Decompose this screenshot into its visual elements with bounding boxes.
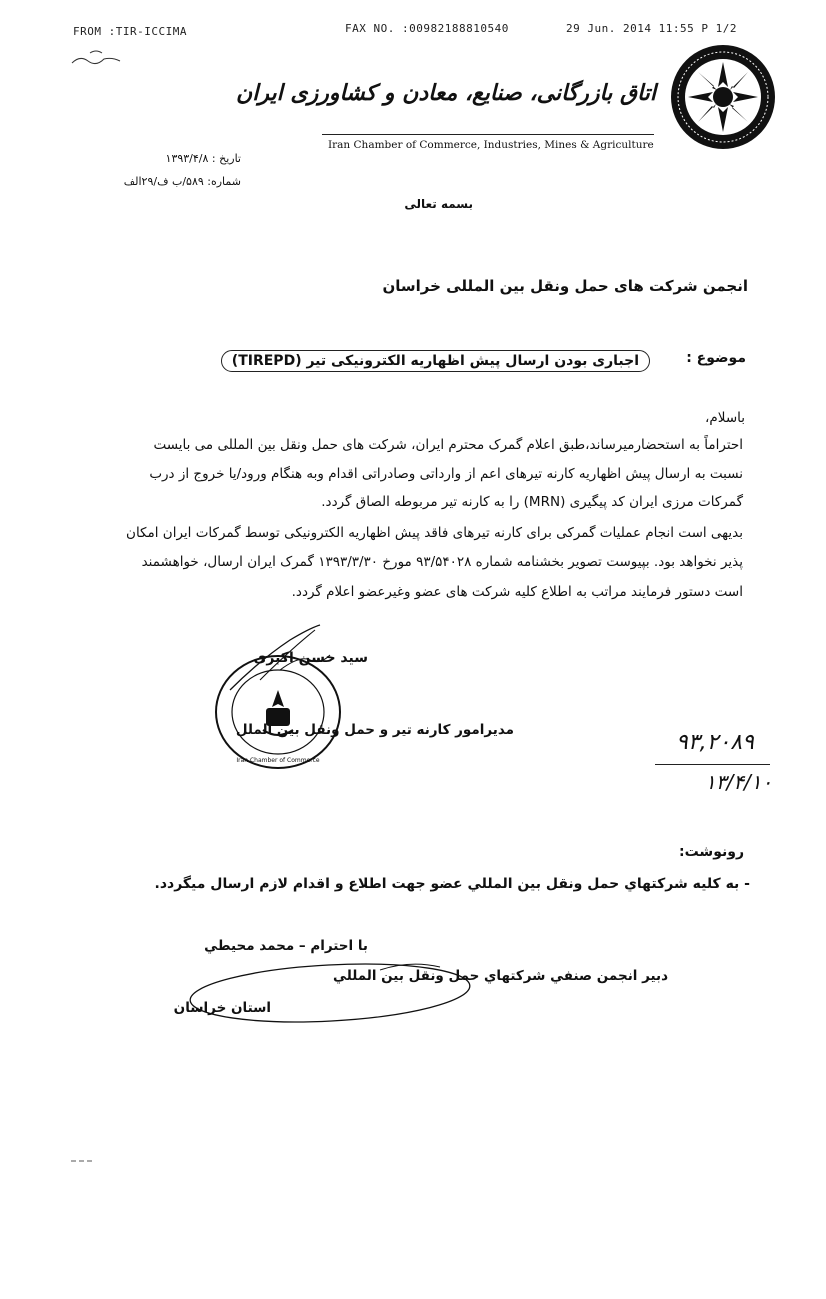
signer-title: مدیرامور کارنه تیر و حمل ونقل بین الملل [235,722,514,738]
body-line: پذیر نخواهد بود. بپیوست تصویر بخشنامه شماره ۹۳/۵۴۰۲۸ مورخ ۱۳۹۳/۳/۳۰ گمرک ایران ارسال، خواهشمند [141,554,743,570]
handwritten-scribble [70,45,130,70]
copy-line: - به کلیه شرکتهاي حمل ونقل بین المللي عضو جهت اطلاع و اقدام لازم ارسال میگردد. [154,876,750,892]
fax-number: FAX NO. :00982188810540 [345,22,509,35]
closing-line-2: دبیر انجمن صنفي شرکتهاي حمل ونقل بین المللي [333,968,668,984]
salutation: باسلام، [705,410,745,426]
fax-footer-mark [70,1156,100,1166]
chamber-logo [668,42,778,152]
fax-from: FROM :TIR-ICCIMA [73,25,187,38]
signer-name: سید حسن اکبری [253,650,368,666]
subject-label: موضوع : [686,350,746,366]
copy-heading: رونوشت: [679,844,744,860]
letterhead-rule [322,134,654,135]
body-line: نسبت به ارسال پیش اظهاریه کارنه تیرهای اعم از وارداتی وصادراتی اقدام وبه هنگام ورود/یا خروج از درب [149,466,743,482]
fax-datetime: 29 Jun. 2014 11:55 P 1/2 [566,22,737,35]
stamp-ring-text: Iran Chamber of Commerce [236,757,320,764]
letterhead-name-fa: اتاق بازرگانی، صنایع، معادن و کشاورزی ایران [236,80,656,106]
closing-line-1: با احترام – محمد محیطي [204,938,368,954]
closing-signature-loop [180,955,490,1030]
letterhead-name-en: Iran Chamber of Commerce, Industries, Mines & Agriculture [328,139,654,151]
body-line: احتراماً به استحضارمیرساند،طبق اعلام گمرک محترم ایران، شرکت های حمل ونقل بین المللی می بایست [153,437,743,453]
closing-line-3: استان خراسان [173,1000,271,1016]
official-stamp [208,652,348,772]
recipient: انجمن شرکت های حمل ونقل بین المللی خراسان [382,277,748,295]
subject-text: اجباری بودن ارسال پیش اظهاریه الکترونیکی تیر (TIREPD) [221,350,650,372]
handwritten-ref-1: ۹۳,۲۰۸۹ [676,730,754,755]
letter-number: شماره: ۵۸۹/ب ف/۲۹الف [123,175,241,188]
body-line: است دستور فرمایند مراتب به اطلاع کلیه شرکت های عضو وغیرعضو اعلام گردد. [291,584,743,600]
letter-date: تاریخ : ۱۳۹۳/۴/۸ [165,152,241,165]
body-line: بدیهی است انجام عملیات گمرکی برای کارنه تیرهای فاقد پیش اظهاریه الکترونیکی توسط گمرکات ایران امکان [126,525,743,541]
body-line: گمرکات مرزی ایران کد پیگیری (MRN) را به کارنه تیر مربوطه الصاق گردد. [321,494,743,510]
handwritten-underline [655,764,770,765]
invocation: بسمه تعالی [404,197,473,211]
handwritten-ref-2: ۱۳/۴/۱۰ [705,770,773,794]
